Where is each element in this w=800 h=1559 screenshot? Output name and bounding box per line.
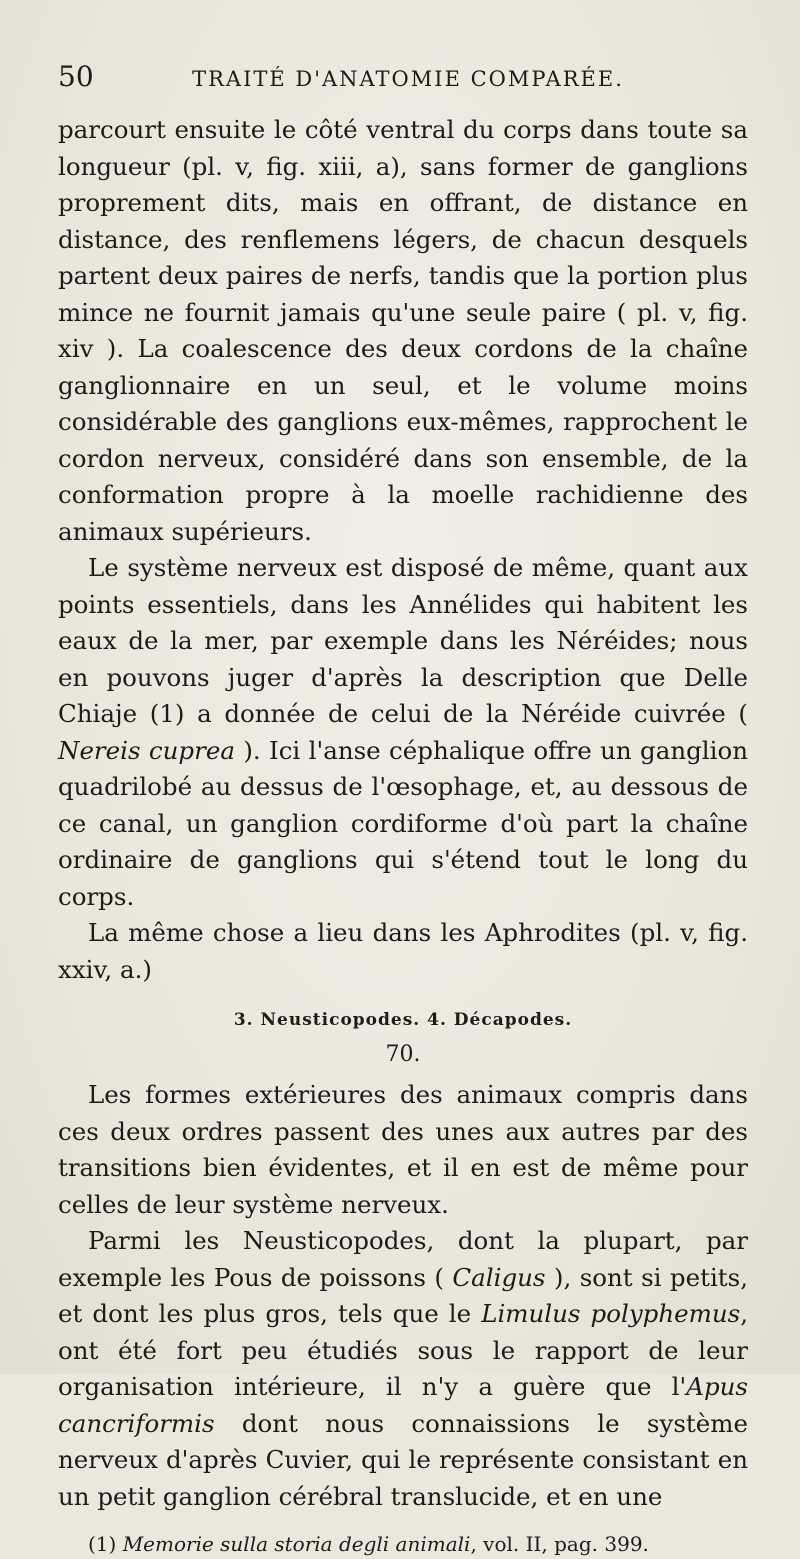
footnote: (1) Memorie sulla storia degli animali, vol. II, pag. 399. — [88, 1532, 649, 1556]
body-text — [58, 112, 748, 1515]
species-apus: Apus cancriformis — [58, 1372, 748, 1438]
paragraph-continuation: parcourt ensuite le côté ventral du corps dans toute sa longueur (pl. v, fig. xiii, a), sans former de ganglions proprement dits, mais en offrant, de distance en distance, des renflemens légers, de chacun desquels partent deux paires de nerfs, tandis que la portion plus mince ne fournit jamais qu'une seule paire ( pl. v, fig. xiv ). La coalescence des deux cordons de la chaîne ganglionnaire en un seul, et le volume moins considérable des ganglions eux-mêmes, rapprochent le cordon nerveux, considéré dans son ensemble, de la conformation propre à la moelle rachidienne des animaux supérieurs. — [58, 115, 748, 546]
species-name: Nereis cuprea — [58, 735, 235, 765]
paragraph-nereides: Le système nerveux est disposé de même, quant aux points essentiels, dans les Annélides qui habitent les eaux de la mer, par exemple dans les Néréides; nous en pouvons juger d'après la description que Delle Chiaje (1) a donnée de celui de la Néréide cuivrée ( Nereis cuprea ). Ici l'anse céphalique offre un ganglion quadrilobé au dessus de l'œsophage, et, au dessous de ce canal, un ganglion cordiforme d'où part la chaîne ordinaire de ganglions qui s'étend tout le long du corps. — [58, 553, 748, 911]
page-header — [58, 60, 748, 100]
paragraph-neusticopodes: Parmi les Neusticopodes, dont la plupart, par exemple les Pous de poissons ( Caligus ), sont si petits, et dont les plus gros, tels que le Limulus polyphemus, ont été fort peu étudiés sous le rapport de leur organisation intérieure, il n'y a guère que l'Apus cancriformis dont nous connaissions le système nerveux d'après Cuvier, qui le représente consistant en un petit ganglion cérébral translucide, et en une — [58, 1226, 748, 1511]
page-number: 50 — [58, 60, 94, 93]
species-limulus: Limulus polyphemus — [481, 1299, 741, 1328]
genus-caligus: Caligus — [452, 1262, 546, 1292]
paragraph-number: 70. — [385, 1042, 421, 1067]
footnote-title: Memorie sulla storia degli animali — [122, 1532, 471, 1556]
section-heading: 3. Neusticopodes. 4. Décapodes. — [233, 1010, 573, 1030]
paragraph-aphrodites: La même chose a lieu dans les Aphrodites (pl. v, fig. xxiv, a.) — [58, 918, 748, 984]
paragraph-formes: Les formes extérieures des animaux compris dans ces deux ordres passent des unes aux autres par des transitions bien évidentes, et il en est de même pour celles de leur système nerveux. — [58, 1080, 748, 1219]
running-head: TRAITÉ D'ANATOMIE COMPARÉE. — [192, 67, 624, 91]
